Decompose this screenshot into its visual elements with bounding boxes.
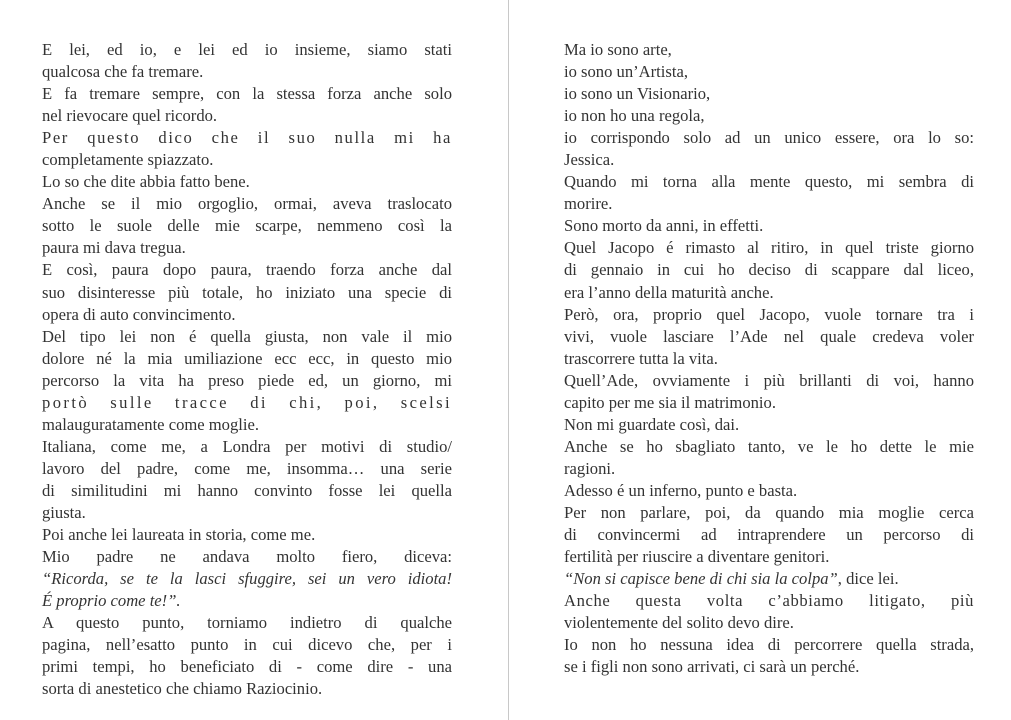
text-line: opera di auto convincimento. [42, 304, 236, 324]
paragraph [564, 370, 974, 414]
text-line: primi tempi, ho beneficiato di - come dire - una [42, 657, 452, 677]
quote-attribution: , dice lei. [837, 569, 899, 589]
paragraph [564, 590, 974, 634]
paragraph [564, 237, 974, 303]
paragraph [42, 171, 452, 193]
text-line: Poi anche lei laureata in storia, come me. [42, 525, 316, 545]
text-line: capito per me sia il matrimonio. [564, 392, 776, 412]
text-line: di similitudini mi hanno convinto fosse lei quella [42, 480, 452, 500]
paragraph [564, 105, 974, 127]
text-line: Jessica. [564, 150, 615, 170]
text-line: lavoro del padre, come me, insomma… una serie [42, 458, 452, 478]
text-line: Anche se ho sbagliato tanto, ve le ho dette le mie [564, 436, 974, 456]
paragraph [42, 546, 452, 612]
text-line: nel rievocare quel ricordo. [42, 106, 218, 126]
text-line: paura mi dava tregua. [42, 238, 186, 258]
text-line: Mio padre ne andava molto fiero, diceva: [42, 547, 452, 567]
paragraph [42, 612, 452, 700]
paragraph [564, 634, 974, 678]
text-line: Anche se il mio orgoglio, ormai, aveva traslocato [42, 194, 452, 214]
paragraph [42, 83, 452, 127]
paragraph [564, 568, 974, 590]
paragraph [42, 524, 452, 546]
paragraph [564, 480, 974, 502]
text-line: vivi, vuole lasciare l’Ade nel quale credeva voler [564, 326, 974, 346]
paragraph [564, 127, 974, 171]
text-line: percorso la vita ha preso piede ed, un giorno, mi [42, 370, 452, 390]
text-line: Per non parlare, poi, da quando mia moglie cerca [564, 502, 974, 522]
paragraph [42, 436, 452, 524]
text-line: Ma io sono arte, [564, 40, 672, 59]
text-line: A questo punto, torniamo indietro di qualche [42, 613, 452, 633]
text-line: Non mi guardate così, dai. [564, 414, 740, 434]
text-line: sotto le suole delle mie scarpe, nemmeno così la [42, 216, 452, 236]
text-line: morire. [564, 194, 613, 214]
page-gutter-divider [508, 0, 509, 720]
text-line: dolore né la mia umiliazione ecc ecc, in questo mio [42, 348, 452, 368]
text-line: E così, paura dopo paura, traendo forza anche dal [42, 260, 452, 280]
paragraph [42, 39, 452, 83]
text-line [564, 568, 974, 590]
text-line: Anche questa volta c’abbiamo litigato, più [564, 591, 974, 611]
text-line: io sono un’Artista, [564, 62, 688, 82]
paragraph [564, 215, 974, 237]
text-line: giusta. [42, 502, 86, 522]
quote-line: “Ricorda, se te la lasci sfuggire, sei un vero idiota! [42, 569, 452, 589]
text-line: io non ho una regola, [564, 106, 705, 126]
text-line: Quel Jacopo é rimasto al ritiro, in quel triste giorno [564, 238, 974, 258]
text-line: violentemente del solito devo dire. [564, 613, 794, 633]
text-line: Del tipo lei non é quella giusta, non vale il mio [42, 326, 452, 346]
text-line: di gennaio in cui ho deciso di scappare dal liceo, [564, 260, 974, 280]
text-line: E lei, ed io, e lei ed io insieme, siamo stati [42, 40, 452, 59]
quote-text: “Non si capisce bene di chi sia la colpa” [564, 569, 838, 589]
text-line: Adesso é un inferno, punto e basta. [564, 480, 798, 500]
text-line: io corrispondo solo ad un unico essere, ora lo so: [564, 128, 974, 148]
text-line: suo disinteresse più totale, ho iniziato una specie di [42, 282, 452, 302]
paragraph [564, 61, 974, 83]
text-line: pagina, nell’esatto punto in cui dicevo che, per i [42, 635, 452, 655]
text-line: io sono un Visionario, [564, 84, 711, 104]
text-line: era l’anno della maturità anche. [564, 282, 774, 302]
text-line: ragioni. [564, 458, 616, 478]
text-line: Sono morto da anni, in effetti. [564, 216, 764, 236]
paragraph [42, 127, 452, 171]
text-line: Italiana, come me, a Londra per motivi di studio/ [42, 436, 452, 456]
text-line: qualcosa che fa tremare. [42, 62, 204, 82]
text-line: E fa tremare sempre, con la stessa forza anche solo [42, 84, 452, 104]
text-line: Per questo dico che il suo nulla mi ha [42, 128, 452, 148]
paragraph [42, 193, 452, 259]
text-line: Lo so che dite abbia fatto bene. [42, 172, 250, 192]
text-line: Quell’Ade, ovviamente i più brillanti di voi, hanno [564, 370, 974, 390]
paragraph [564, 83, 974, 105]
paragraph [42, 326, 452, 436]
quote-line: É proprio come te!”. [42, 591, 181, 611]
text-line: fertilità per riuscire a diventare genitori. [564, 547, 830, 567]
paragraph [564, 414, 974, 436]
text-line: sorta di anestetico che chiamo Raziocinio. [42, 679, 323, 699]
text-line: Quando mi torna alla mente questo, mi sembra di [564, 172, 974, 192]
paragraph [564, 39, 974, 61]
paragraph [564, 304, 974, 370]
text-line: trascorrere tutta la vita. [564, 348, 718, 368]
text-line: malauguratamente come moglie. [42, 414, 260, 434]
text-line: di convincermi ad intraprendere un percorso di [564, 525, 974, 545]
paragraph [564, 171, 974, 215]
right-page [564, 39, 974, 678]
text-line: se i figli non sono arrivati, ci sarà un perché. [564, 657, 860, 677]
text-line: portò sulle tracce di chi, poi, scelsi [42, 392, 452, 412]
text-line: Io non ho nessuna idea di percorrere quella strada, [564, 635, 974, 655]
paragraph [42, 259, 452, 325]
paragraph [564, 502, 974, 568]
paragraph [564, 436, 974, 480]
left-page [42, 39, 452, 700]
text-line: completamente spiazzato. [42, 150, 214, 170]
text-line: Però, ora, proprio quel Jacopo, vuole tornare tra i [564, 304, 974, 324]
